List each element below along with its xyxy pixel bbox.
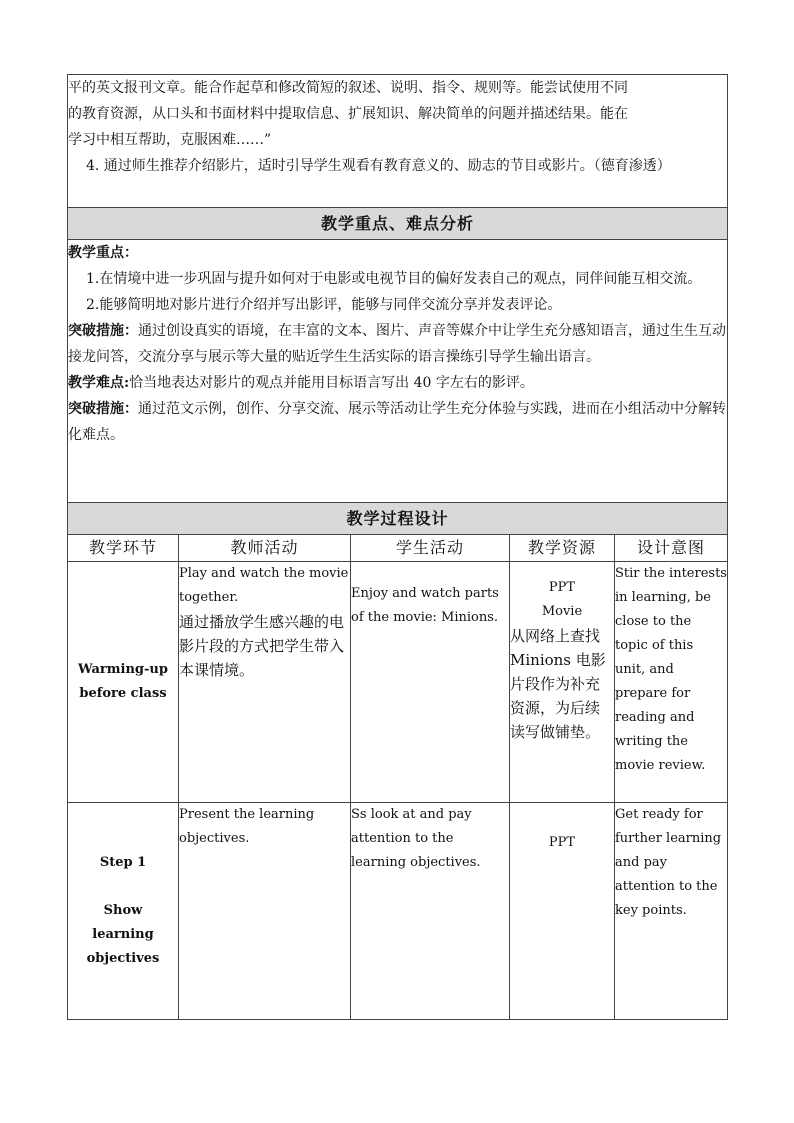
resource-cell [510,562,615,803]
analysis-cell [68,240,728,503]
stage-title: Warming-up [78,662,168,677]
teacher-activity-en: Present the learning objectives. [179,807,315,846]
process-heading: 教学过程设计 [68,503,728,535]
breakthrough-label: 突破措施： [68,323,138,339]
teacher-activity-cell [179,803,351,1020]
column-header: 学生活动 [351,535,510,562]
key-point-item: 2.能够简明地对影片进行介绍并写出影评，能够与同伴交流分享并发表评论。 [86,297,562,313]
stage-subtitle: Show learning objectives [86,903,160,966]
objectives-line: 平的英文报刊文章。能合作起草和修改简短的叙述、说明、指令、规则等。能尝试使用不同 [68,80,628,96]
process-heading-row [68,503,728,535]
stage-subtitle: before class [79,686,167,701]
student-activity-cell [351,562,510,803]
analysis-heading-row [68,208,728,240]
stage-title: Step 1 [99,855,147,870]
design-intent: Stir the interests in learning, be close to the topic of this unit, and prepare for reading and writing the movie review. [615,566,727,773]
intent-cell [615,803,728,1020]
key-point-item: 1.在情境中进一步巩固与提升如何对于电影或电视节目的偏好发表自己的观点，同伴间能互相交流。 [86,271,702,287]
student-activity: Enjoy and watch parts of the movie: Minions. [351,586,499,625]
breakthrough-text: 通过创设真实的语境，在丰富的文本、图片、声音等媒介中让学生充分感知语言，通过生生互动接龙问答，交流分享与展示等大量的贴近学生生活实际的语言操练引导学生输出语言。 [68,323,726,365]
column-header: 教师活动 [179,535,351,562]
resource-cell [510,803,615,1020]
objectives-cell [68,75,728,208]
column-header: 设计意图 [615,535,728,562]
student-activity-cell [351,803,510,1020]
breakthrough-label: 突破措施： [68,401,138,417]
table-row [68,803,728,1020]
design-intent: Get ready for further learning and pay attention to the key points. [615,807,722,918]
teacher-activity-cn: 通过播放学生感兴趣的电影片段的方式把学生带入本课情境。 [179,613,345,679]
breakthrough-text: 通过范文示例，创作、分享交流、展示等活动让学生充分体验与实践，进而在小组活动中分解转化难点。 [68,401,726,443]
difficulty-label: 教学难点: [68,375,130,391]
column-header: 教学资源 [510,535,615,562]
teacher-activity-cell [179,562,351,803]
teacher-activity-en: Play and watch the movie together. [179,566,349,605]
resource-note: 从网络上查找 Minions 电影片段作为补充资源，为后续读写做铺垫。 [510,627,606,741]
table-row [68,562,728,803]
key-points-label: 教学重点： [68,245,138,261]
stage-cell [68,562,179,803]
objectives-line: 学习中相互帮助，克服困难……” [68,132,272,148]
resource-item: PPT [548,835,576,850]
resource-item: PPT [548,580,576,595]
objectives-line: 的教育资源，从口头和书面材料中提取信息、扩展知识、解决简单的问题并描述结果。能在 [68,106,628,122]
student-activity: Ss look at and pay attention to the learning objectives. [351,807,481,870]
lesson-plan-table [67,74,728,1020]
objective-item-4: 4. 通过师生推荐介绍影片，适时引导学生观看有教育意义的、励志的节目或影片。（德育渗透） [86,158,671,174]
analysis-heading: 教学重点、难点分析 [68,208,728,240]
intent-cell [615,562,728,803]
objectives-row [68,75,728,208]
stage-cell [68,803,179,1020]
column-header: 教学环节 [68,535,179,562]
difficulty-text: 恰当地表达对影片的观点并能用目标语言写出 40 字左右的影评。 [129,375,534,391]
analysis-row [68,240,728,503]
process-header-row [68,535,728,562]
resource-item: Movie [541,604,583,619]
